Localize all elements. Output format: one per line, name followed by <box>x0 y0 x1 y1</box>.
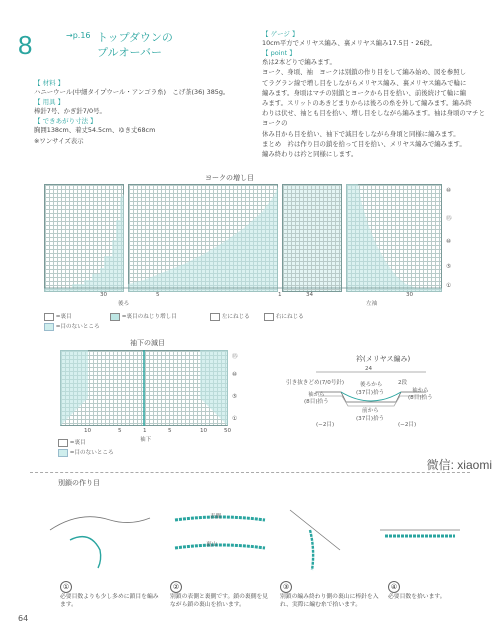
title-line-2: プルオーバー <box>97 46 163 59</box>
yoke-bottom-label-4: 34 <box>306 292 314 298</box>
step-2-number: ② <box>170 581 182 593</box>
provisional-step-2 <box>170 574 270 609</box>
provisional-label-front: 表側 <box>210 514 222 520</box>
point-line: ヨーク、身頃、袖 ヨークは別鎖の作り目をして編み始め、図を参照し <box>262 68 466 77</box>
yoke-row-mark-5: ① <box>446 283 452 289</box>
blank-square-icon <box>58 439 68 447</box>
yoke-legend-no-stitch: =目のないところ <box>44 322 100 331</box>
point-line: わりは伏せ、袖とも目を拾い、増し目をしながら編みます。袖は身頃のマチとヨークの <box>262 109 485 128</box>
sleeve-bottom-label-5: 10 <box>200 428 208 434</box>
step-4-number: ④ <box>388 581 400 593</box>
point-line: てラグラン線で増し目をしながらメリヤス編み、裏メリヤス編みで輪に <box>262 78 467 87</box>
no-stitch-icon <box>58 449 68 457</box>
collar-label-front: 前から <box>362 408 379 414</box>
sleeve-chart <box>60 350 240 430</box>
yoke-legend-left-twist: 左にねじる <box>210 312 250 321</box>
provisional-title: 別鎖の作り目 <box>58 479 100 487</box>
sleeve-bottom-label-3: 1 <box>143 428 147 434</box>
collar-label-sleeve-right: 袖から <box>412 388 429 394</box>
no-stitch-icon <box>44 323 54 331</box>
tools-heading: 【 用具 】 <box>34 98 65 107</box>
gauge-block <box>262 29 487 159</box>
yoke-section-back: 後ろ <box>118 301 130 307</box>
collar-label-back: 後ろから <box>360 382 383 388</box>
size-heading: 【 できあがり寸法 】 <box>34 117 97 126</box>
point-line: 編みます。身頃はマチの別鎖とヨークから目を拾い、前後続けて輪に編 <box>262 88 466 97</box>
provisional-step-4 <box>388 574 478 601</box>
collar-rows: 2段 <box>398 380 408 386</box>
size-text: 胸囲138cm、着丈54.5cm、ゆき丈68cm <box>34 126 156 135</box>
provisional-label-back: 裏山 <box>206 542 218 548</box>
point-line: まとめ 衿は作り目の鎖を拾って目を拾い、メリヤス編みで編みます。 <box>262 139 466 148</box>
yoke-legend-right-twist: 右にねじる <box>264 312 304 321</box>
yoke-chart-title: ヨークの増し目 <box>205 174 254 182</box>
provisional-illustrations <box>40 490 470 572</box>
size-note: ※ワンサイズ表示 <box>34 136 84 145</box>
sleeve-row-mark-3: ⑤ <box>232 394 238 400</box>
collar-minus-right: (−2目) <box>398 422 417 428</box>
twist-increase-icon <box>110 313 120 321</box>
yoke-bottom-label-5: 30 <box>406 292 414 298</box>
page-number: 64 <box>18 614 29 623</box>
sleeve-row-mark-1: ⑮ <box>232 354 238 360</box>
sleeve-bottom-label-2: 5 <box>118 428 122 434</box>
page-reference: →p.16 <box>66 31 91 40</box>
point-line: 糸は2本どりで編みます。 <box>262 58 336 67</box>
yoke-chart <box>44 184 454 294</box>
collar-title: 衿(メリヤス編み) <box>356 355 411 363</box>
collar-minus-left: (−2目) <box>316 422 335 428</box>
point-line: 休み目から目を拾い、袖下で減目をしながら身頃と同様に編みます。 <box>262 129 460 138</box>
step-4-text: 必要目数を拾います。 <box>388 594 446 600</box>
sleeve-bottom-label-1: 10 <box>84 428 92 434</box>
yoke-row-mark-1: ⑩ <box>446 188 452 194</box>
yoke-bottom-label-3: 1 <box>278 292 282 298</box>
collar-label-sleeve-left: 袖から <box>308 392 325 398</box>
sleeve-center-label: 袖下 <box>140 437 152 443</box>
gauge-text: 10cm平方でメリヤス編み、裏メリヤス編み17.5目・26段。 <box>262 39 437 47</box>
collar-label-bindoff: 引き抜きどめ(7/0号針) <box>286 380 345 386</box>
sleeve-legend-no-stitch: =目のないところ <box>58 448 114 457</box>
point-text <box>262 57 487 159</box>
step-3-number: ③ <box>280 581 292 593</box>
yoke-legend-purl: =裏目 <box>44 312 72 321</box>
pattern-title <box>97 30 173 60</box>
materials-yarn: ハニーウール(中細タイプウール・アンゴラ糸) こげ茶(36) 385g。 <box>34 88 230 96</box>
materials-block <box>34 78 249 146</box>
yoke-row-mark-2: ⑮ <box>446 216 452 222</box>
step-2-text: 別鎖の表側と裏側です。鎖の裏側を見ながら鎖の裏山を拾います。 <box>170 594 269 608</box>
collar-label-sleeve-right-count: (8目)拾う <box>408 395 433 401</box>
sleeve-row-mark-4: ① <box>232 416 238 422</box>
collar-width: 24 <box>365 366 373 372</box>
step-3-text: 別鎖の編み終わり側の裏山に棒針を入れ、実際に編む糸で拾います。 <box>280 594 379 608</box>
watermark: 微信: xiaomi <box>426 458 492 472</box>
provisional-step-3 <box>280 574 380 609</box>
step-1-text: 必要目数よりも少し多めに鎖目を編みます。 <box>60 594 159 608</box>
sleeve-legend-purl: =裏目 <box>58 438 86 447</box>
collar-label-back-count: (37目)拾う <box>356 390 385 396</box>
sleeve-shaping-fill <box>60 350 240 430</box>
provisional-step-1 <box>60 574 160 609</box>
tools-text: 棒針7号、かぎ針7/0号。 <box>34 107 106 116</box>
step-1-number: ① <box>60 581 72 593</box>
sleeve-row-mark-2: ⑩ <box>232 372 238 378</box>
point-line: 編み終わりは衿と同様にします。 <box>262 150 358 159</box>
yoke-legend-twist-inc: =裏目のねじり増し目 <box>110 312 177 321</box>
materials-heading: 【 材料 】 <box>34 79 65 87</box>
sleeve-chart-title: 袖下の減目 <box>130 339 165 347</box>
point-heading: 【 point 】 <box>262 49 296 58</box>
left-twist-icon <box>210 313 220 321</box>
yoke-row-mark-4: ⑤ <box>446 264 452 270</box>
gauge-heading: 【 ゲージ 】 <box>262 30 299 38</box>
collar-label-sleeve-left-count: (8目)拾う <box>304 399 329 405</box>
blank-square-icon <box>44 313 54 321</box>
sleeve-bottom-label-6: 50 <box>224 428 232 434</box>
yoke-bottom-label-1: 30 <box>100 292 108 298</box>
yoke-section-left-sleeve: 左袖 <box>366 301 378 307</box>
sleeve-bottom-label-4: 5 <box>168 428 172 434</box>
pattern-number: 8 <box>18 30 33 60</box>
point-line: みます。スリットのあきどまりからは後ろの糸を外して編みます。編み終 <box>262 99 472 108</box>
right-twist-icon <box>264 313 274 321</box>
collar-label-front-count: (37目)拾う <box>356 416 385 422</box>
section-divider <box>30 472 470 473</box>
yoke-bottom-label-2: 5 <box>156 292 160 298</box>
yoke-shaping-fill <box>44 184 454 294</box>
yoke-row-mark-3: ⑩ <box>446 239 452 245</box>
title-line-1: トップダウンの <box>97 31 173 44</box>
